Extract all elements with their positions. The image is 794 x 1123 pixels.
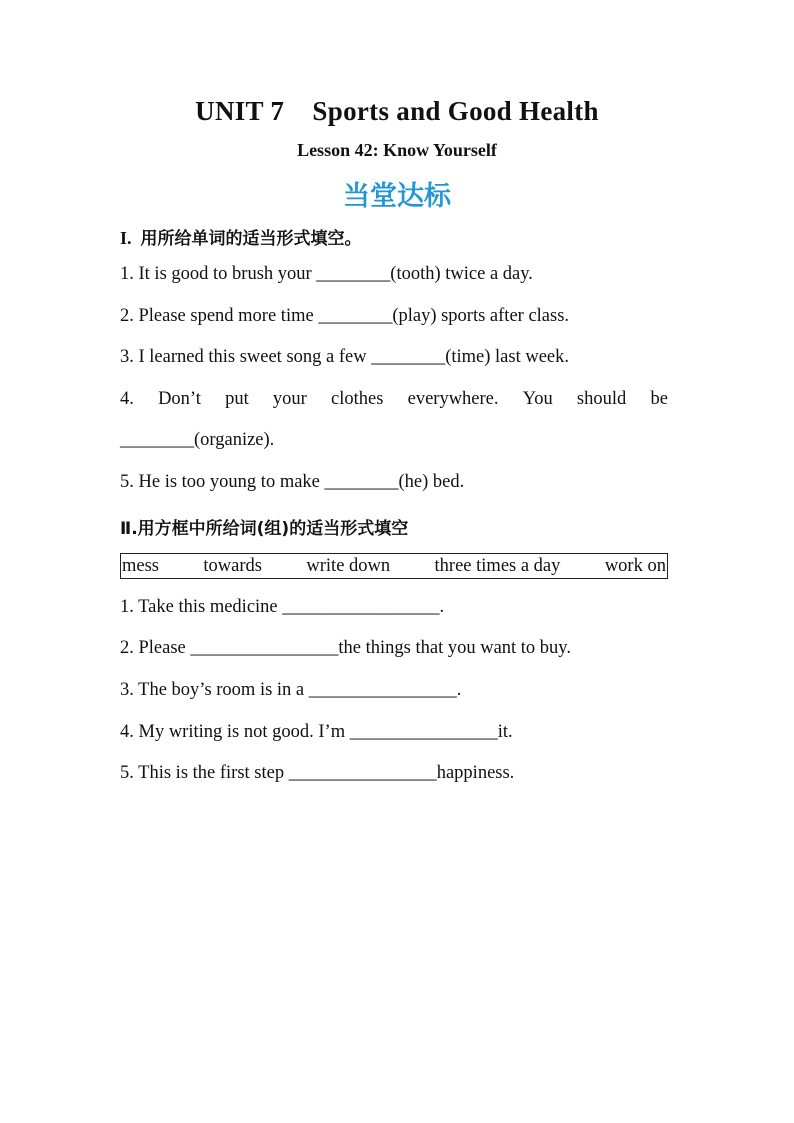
word-bank-item: towards [203, 555, 262, 576]
q4-word: clothes [331, 389, 384, 409]
q4-word: be [650, 389, 668, 409]
part2-question-5: 5. This is the first step ________________happiness. [120, 763, 515, 783]
part1-question-5: 5. He is too young to make ________(he) bed. [120, 472, 465, 492]
word-bank-item: work on [604, 555, 666, 576]
part2-title [120, 514, 408, 539]
q4-word: 4. [120, 389, 134, 409]
part1-title [120, 224, 362, 249]
word-bank-box [120, 553, 668, 579]
part1-instruction: 用所给单词的适当形式填空。 [140, 229, 362, 249]
part1-question-2: 2. Please spend more time ________(play) sports after class. [120, 306, 570, 326]
page-title: UNIT 7 Sports and Good Health [195, 96, 599, 126]
word-bank-item: write down [306, 555, 391, 576]
part1-question-3: 3. I learned this sweet song a few ________(time) last week. [120, 347, 570, 367]
word-bank-item: three times a day [434, 555, 561, 576]
lesson-subtitle: Lesson 42: Know Yourself [297, 140, 497, 160]
q4-word: everywhere. [407, 389, 499, 409]
part1-question-4-line2: ________(organize). [120, 430, 275, 450]
q4-word: Don’t [158, 389, 201, 409]
q4-word: should [576, 389, 627, 409]
q4-word: You [522, 389, 553, 409]
part1-number: I. [120, 228, 132, 248]
section-heading-cn: 当堂达标 [343, 181, 451, 212]
q4-word: your [272, 389, 307, 409]
part2-number: Ⅱ. [120, 519, 138, 539]
part2-question-2: 2. Please ________________the things that you want to buy. [120, 638, 571, 658]
part1-question-4-line1 [120, 389, 668, 410]
part2-question-4: 4. My writing is not good. I’m ________________it. [120, 722, 513, 742]
part1-question-1: 1. It is good to brush your ________(tooth) twice a day. [120, 264, 533, 284]
part2-question-1: 1. Take this medicine _________________. [120, 597, 445, 617]
part2-question-3: 3. The boy’s room is in a ________________. [120, 680, 462, 700]
word-bank-item: mess [122, 555, 159, 576]
part2-instruction: 用方框中所给词(组)的适当形式填空 [137, 519, 409, 539]
q4-word: put [225, 389, 249, 409]
